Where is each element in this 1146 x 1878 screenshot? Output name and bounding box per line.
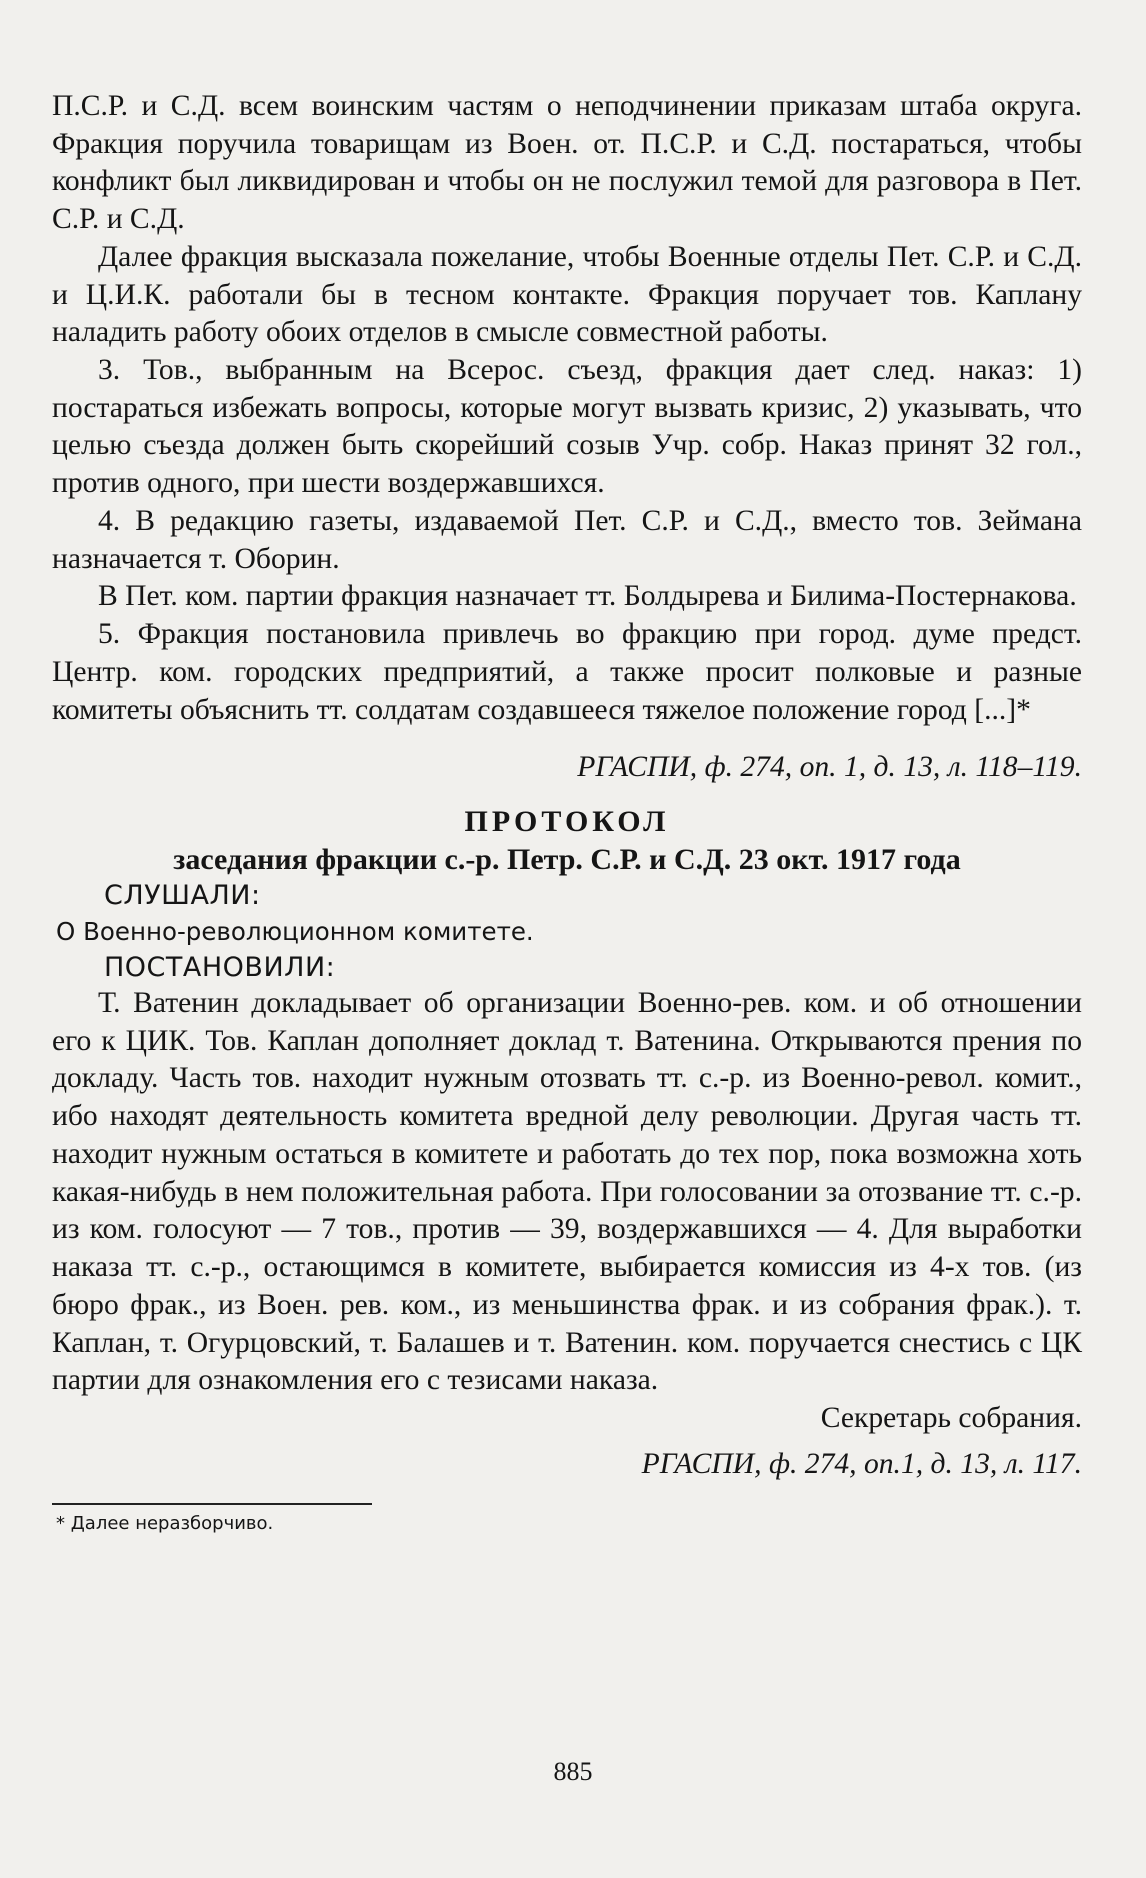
page-number: 885 [553,1757,593,1786]
paragraph: 3. Тов., выбранным на Всерос. съезд, фракция дает след. наказ: 1) постараться избежать вопросы, которые могут вызвать кризис, 2) указывать, что целью съезда должен быть скорейший созыв Учр. собр. Наказ принят 32 гол., против одного, при шести воздержавшихся. [52,354,1082,500]
footnote: * Далее неразборчиво. [56,1513,274,1535]
protocol-title: ПРОТОКОЛ [464,804,670,838]
paragraph: П.С.Р. и С.Д. всем воинским частям о неподчинении приказам штаба округа. Фракция поручила товарищам из Воен. от. П.С.Р. и С.Д. постараться, чтобы конфликт был ликвидирован и чтобы он не послужил темой для разговора в Пет. С.Р. и С.Д. [52,90,1082,236]
heard-label: СЛУШАЛИ: [104,880,261,912]
protocol-body: Т. Ватенин докладывает об организации Военно-рев. ком. и об отношении его к ЦИК. Тов. Каплан дополняет доклад т. Ватенина. Открываются прения по докладу. Часть тов. находит нужным отозвать тт. с.-р. из Военно-револ. комит., ибо находят деятельность комитета вредной делу революции. Другая часть тт. находит нужным остаться в комитете и работать до тех пор, пока возможна хоть какая-нибудь в нем положительная работа. При голосовании за отозвание тт. с.-р. из ком. голосуют — 7 тов., против — 39, воздержавшихся — 4. Для выработки наказа тт. с.-р., остающимся в комитете, выбирается комиссия из 4-х тов. (из бюро фрак., из Воен. рев. ком., из меньшинства фрак. и из собрания фрак.). т. Каплан, т. Огурцовский, т. Балашев и т. Ватенин. ком. поручается снестись с ЦК партии для ознакомления его с тезисами наказа. [52,987,1082,1397]
paragraph: Далее фракция высказала пожелание, чтобы Военные отделы Пет. С.Р. и С.Д. и Ц.И.К. работали бы в тесном контакте. Фракция поручает тов. Каплану наладить работу обоих отделов в смысле совместной работы. [52,240,1082,349]
signature: Секретарь собрания. [820,1401,1082,1434]
paragraph: 5. Фракция постановила привлечь во фракцию при город. думе предст. Центр. ком. городских предприятий, а также просит полковые и разные комитеты объяснить тт. солдатам создавшееся тяжелое положение город [...]* [52,618,1082,726]
page-content [52,88,1082,1536]
heard-text: О Военно-революционном комитете. [56,916,534,946]
archive-source: РГАСПИ, ф. 274, оп. 1, д. 13, л. 118–119. [577,751,1082,784]
footnote-divider [52,1503,372,1505]
paragraph: 4. В редакцию газеты, издаваемой Пет. С.Р. и С.Д., вместо тов. Зеймана назначается т. Оборин. [52,504,1082,575]
resolved-label: ПОСТАНОВИЛИ: [104,951,336,983]
protocol-subtitle: заседания фракции с.-р. Петр. С.Р. и С.Д. 23 окт. 1917 года [173,843,961,877]
paragraph: В Пет. ком. партии фракция назначает тт. Болдырева и Билима-Постернакова. [98,580,1077,613]
archive-source: РГАСПИ, ф. 274, оп.1, д. 13, л. 117. [641,1447,1082,1480]
